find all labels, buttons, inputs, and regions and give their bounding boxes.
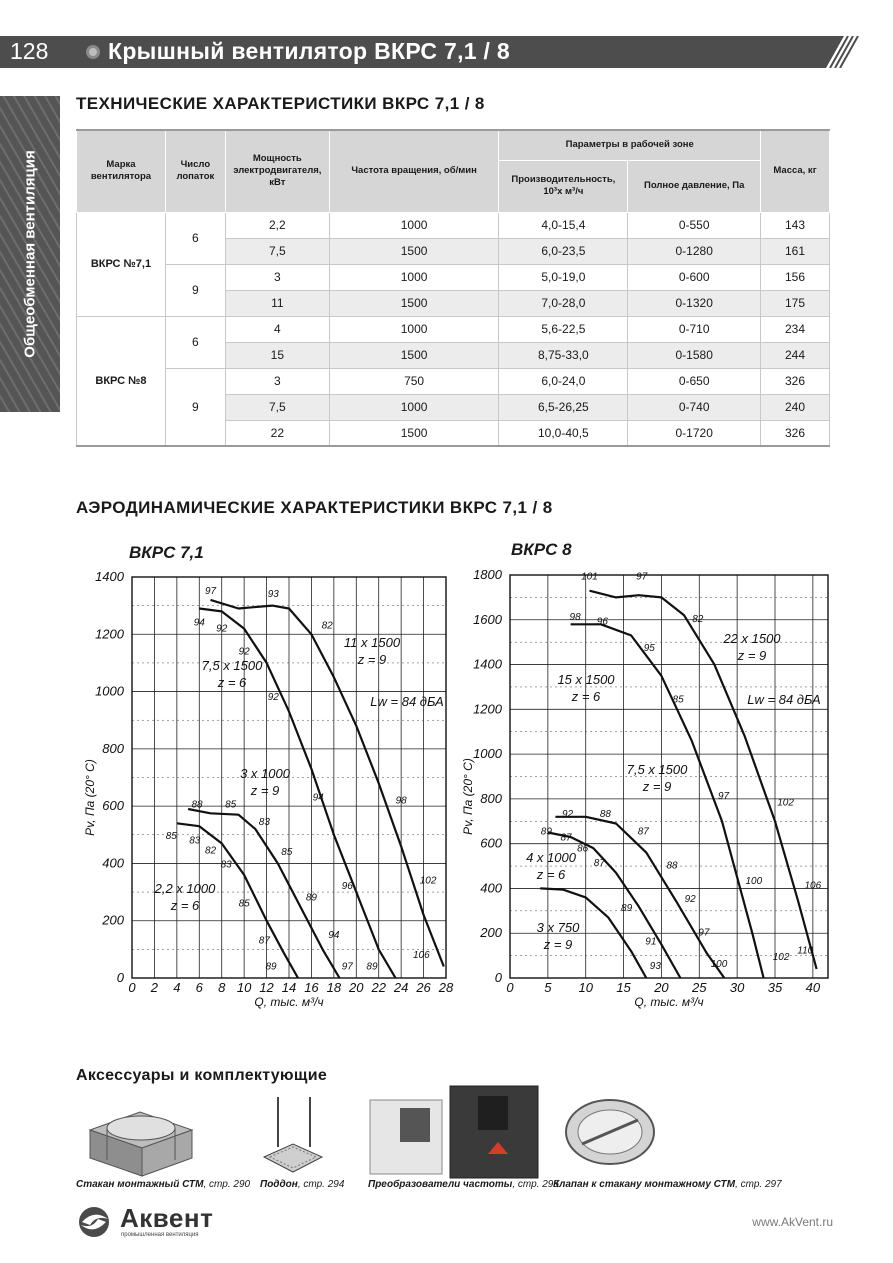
cell-flow: 10,0-40,5 (499, 420, 628, 446)
point-label: 89 (366, 961, 378, 973)
cell-flow: 6,5-26,25 (499, 394, 628, 420)
x-axis-label: Q, тыс. м³/ч (254, 995, 324, 1009)
cell-mass: 240 (761, 394, 830, 420)
sound-power-annotation: Lw = 84 дБА (747, 692, 821, 707)
cell-pressure: 0-1320 (628, 290, 761, 316)
logo-tagline: промышленная вентиляция (121, 1232, 199, 1238)
y-tick-label: 1600 (473, 611, 502, 627)
point-label: 87 (258, 935, 270, 947)
series-label: z = 9 (642, 779, 672, 794)
cell-power: 2,2 (225, 212, 329, 238)
x-tick-label: 0 (128, 980, 136, 995)
cell-pressure: 0-600 (628, 264, 761, 290)
x-tick-label: 8 (218, 980, 226, 995)
valve-image[interactable] (560, 1094, 660, 1170)
table-row (77, 368, 830, 394)
akvent-logo[interactable] (76, 1203, 214, 1244)
x-tick-label: 18 (326, 980, 342, 995)
x-tick-label: 14 (281, 980, 297, 995)
point-label: 93 (649, 961, 661, 973)
point-label: 102 (777, 797, 794, 809)
x-tick-label: 35 (767, 980, 783, 995)
point-label: 101 (581, 571, 598, 583)
point-label: 89 (621, 902, 633, 914)
y-tick-label: 200 (480, 925, 502, 941)
y-tick-label: 0 (116, 970, 124, 985)
cell-blades: 6 (165, 316, 225, 368)
x-tick-label: 16 (304, 980, 319, 995)
cell-power: 3 (225, 264, 329, 290)
point-label: 106 (412, 949, 430, 961)
cell-speed: 1000 (329, 264, 499, 290)
logo-mark-icon (76, 1205, 116, 1239)
point-label: 82 (692, 614, 704, 626)
sound-power-annotation: Lw = 84 дБА (370, 694, 444, 709)
cell-pressure: 0-710 (628, 316, 761, 342)
point-label: 96 (341, 881, 353, 893)
point-label: 85 (281, 846, 293, 858)
point-label: 85 (165, 831, 177, 843)
point-label: 82 (204, 845, 217, 857)
y-tick-label: 200 (102, 912, 124, 928)
cell-brand: ВКРС №7,1 (77, 212, 166, 316)
point-label: 97 (698, 927, 710, 939)
x-tick-label: 30 (729, 980, 745, 995)
series-label: 3 х 1000 (240, 766, 290, 781)
aero-section-title: АЭРОДИНАМИЧЕСКИЕ ХАРАКТЕРИСТИКИ ВКРС 7,1 / 8 (76, 498, 553, 517)
point-label: 91 (645, 936, 657, 948)
cell-power: 15 (225, 342, 329, 368)
point-label: 83 (189, 835, 201, 847)
cell-flow: 7,0-28,0 (499, 290, 628, 316)
point-label: 100 (710, 958, 728, 970)
point-label: 95 (643, 643, 655, 655)
point-label: 88 (599, 808, 611, 820)
header-speed: Частота вращения, об/мин (329, 130, 499, 212)
table-row (77, 264, 830, 290)
x-tick-label: 0 (506, 980, 514, 995)
table-row (77, 212, 830, 238)
y-axis-label: Pv, Па (20° C) (83, 759, 97, 836)
cell-pressure: 0-550 (628, 212, 761, 238)
y-tick-label: 600 (480, 835, 502, 851)
accessories-title: Аксессуары и комплектующие (76, 1067, 328, 1084)
y-tick-label: 1400 (95, 569, 124, 584)
x-tick-label: 10 (236, 980, 252, 995)
point-label: 87 (560, 832, 572, 844)
point-label: 89 (540, 826, 552, 838)
series-label: 2,2 х 1000 (154, 881, 216, 896)
tech-section-title: ТЕХНИЧЕСКИЕ ХАРАКТЕРИСТИКИ ВКРС 7,1 / 8 (76, 94, 485, 113)
side-tab-label: Общеобменная вентиляция (21, 150, 39, 358)
x-tick-label: 12 (259, 980, 274, 995)
cell-pressure: 0-740 (628, 394, 761, 420)
cell-power: 11 (225, 290, 329, 316)
x-tick-label: 5 (544, 980, 552, 995)
cell-blades: 9 (165, 264, 225, 316)
header-blades: Число лопаток (165, 130, 225, 212)
caption-tray[interactable]: Поддон, стр. 294 (260, 1179, 345, 1190)
cell-blades: 9 (165, 368, 225, 446)
y-tick-label: 1400 (473, 656, 502, 672)
cell-power: 3 (225, 368, 329, 394)
x-tick-label: 26 (416, 980, 431, 995)
x-tick-label: 10 (578, 980, 593, 995)
y-tick-label: 800 (102, 740, 124, 756)
caption-valve[interactable]: Клапан к стакану монтажному СТМ, стр. 297 (553, 1179, 782, 1190)
point-label: 97 (717, 790, 730, 802)
point-label: 92 (216, 623, 228, 635)
series-label: 15 х 1500 (557, 672, 615, 687)
point-label: 92 (684, 893, 696, 905)
mounting-cup-image[interactable] (80, 1090, 200, 1178)
y-tick-label: 1000 (473, 746, 502, 762)
cell-mass: 175 (761, 290, 830, 316)
series-label: 3 х 750 (536, 920, 580, 935)
cell-pressure: 0-1280 (628, 238, 761, 264)
cell-speed: 1500 (329, 420, 499, 446)
series-label: 7,5 х 1500 (626, 762, 688, 777)
point-label: 96 (596, 616, 608, 628)
point-label: 82 (321, 620, 333, 632)
cell-speed: 1500 (329, 342, 499, 368)
point-label: 102 (772, 952, 790, 964)
cell-pressure: 0-650 (628, 368, 761, 394)
series-label: z = 6 (170, 898, 200, 913)
cell-mass: 156 (761, 264, 830, 290)
stripes-decoration (800, 36, 893, 68)
cell-power: 7,5 (225, 238, 329, 264)
cell-speed: 1000 (329, 212, 499, 238)
x-tick-label: 40 (805, 980, 821, 995)
caption-mounting-cup[interactable]: Стакан монтажный СТМ, стр. 290 (76, 1179, 251, 1190)
cell-flow: 5,6-22,5 (499, 316, 628, 342)
chart-vkrs8 (455, 560, 840, 1020)
series-label: 4 х 1000 (526, 850, 576, 865)
point-label: 86 (577, 843, 589, 855)
point-label: 94 (328, 929, 340, 941)
y-tick-label: 800 (480, 790, 502, 806)
series-label: z = 9 (250, 783, 280, 798)
cell-speed: 1500 (329, 290, 499, 316)
cell-mass: 143 (761, 212, 830, 238)
cell-power: 22 (225, 420, 329, 446)
series-label: 22 х 1500 (723, 631, 781, 646)
cell-blades: 6 (165, 212, 225, 264)
x-tick-label: 15 (616, 980, 631, 995)
page-number: 128 (10, 38, 49, 64)
cell-flow: 8,75-33,0 (499, 342, 628, 368)
x-tick-label: 20 (349, 980, 364, 995)
fan-bullet-icon (86, 45, 100, 59)
point-label: 97 (636, 571, 648, 583)
chart-title-vkrs71: ВКРС 7,1 (129, 543, 204, 562)
x-tick-label: 28 (438, 980, 454, 995)
cell-mass: 326 (761, 420, 830, 446)
y-tick-label: 1200 (473, 701, 502, 717)
point-label: 85 (225, 799, 237, 811)
point-label: 106 (804, 880, 822, 892)
point-label: 92 (238, 646, 250, 658)
y-tick-label: 1200 (95, 626, 124, 642)
point-label: 98 (569, 611, 581, 623)
y-tick-label: 1800 (473, 567, 502, 582)
series-label: z = 6 (536, 867, 566, 882)
cell-mass: 161 (761, 238, 830, 264)
header-pressure: Полное давление, Па (628, 160, 761, 212)
cell-speed: 750 (329, 368, 499, 394)
frequency-converters-image[interactable] (366, 1084, 546, 1180)
series-label: z = 9 (357, 652, 387, 667)
logo-name: Аквент (120, 1203, 214, 1233)
point-label: 98 (395, 795, 407, 807)
spec-table (76, 129, 830, 447)
y-tick-label: 600 (102, 798, 124, 814)
point-label: 93 (267, 589, 279, 601)
point-label: 83 (220, 859, 232, 871)
chart-title-vkrs8: ВКРС 8 (511, 540, 572, 559)
cell-flow: 5,0-19,0 (499, 264, 628, 290)
point-label: 97 (341, 961, 353, 973)
cell-flow: 6,0-24,0 (499, 368, 628, 394)
point-label: 89 (305, 892, 317, 904)
header-work-zone: Параметры в рабочей зоне (499, 130, 761, 160)
x-tick-label: 4 (173, 980, 181, 995)
cell-speed: 1000 (329, 394, 499, 420)
cell-pressure: 0-1720 (628, 420, 761, 446)
cell-mass: 244 (761, 342, 830, 368)
point-label: 85 (672, 694, 684, 706)
cell-flow: 4,0-15,4 (499, 212, 628, 238)
cell-flow: 6,0-23,5 (499, 238, 628, 264)
point-label: 87 (593, 858, 605, 870)
series-label: 11 х 1500 (343, 635, 401, 650)
x-tick-label: 2 (150, 980, 159, 995)
x-tick-label: 22 (371, 980, 386, 995)
x-tick-label: 25 (692, 980, 707, 995)
series-label: z = 6 (217, 675, 247, 690)
point-label: 92 (267, 692, 279, 704)
point-label: 88 (666, 860, 678, 872)
point-label: 94 (312, 792, 324, 804)
point-label: 97 (204, 586, 217, 598)
point-label: 92 (561, 808, 574, 820)
table-row (77, 316, 830, 342)
header-mass: Масса, кг (761, 130, 830, 212)
cell-mass: 326 (761, 368, 830, 394)
cell-brand: ВКРС №8 (77, 316, 166, 446)
point-label: 94 (193, 617, 205, 629)
point-label: 89 (265, 961, 277, 973)
page-title: Крышный вентилятор ВКРС 7,1 / 8 (108, 38, 511, 64)
tray-image[interactable] (258, 1092, 328, 1178)
point-label: 110 (797, 945, 814, 957)
y-axis-label: Pv, Па (20° C) (461, 758, 475, 835)
point-label: 87 (637, 826, 649, 838)
series-label: z = 9 (737, 648, 767, 663)
series-label: z = 6 (571, 689, 601, 704)
cell-power: 4 (225, 316, 329, 342)
cell-mass: 234 (761, 316, 830, 342)
y-tick-label: 400 (102, 855, 124, 871)
y-tick-label: 0 (494, 970, 502, 985)
point-label: 102 (419, 875, 437, 887)
chart-vkrs71 (70, 560, 455, 1020)
cell-pressure: 0-1580 (628, 342, 761, 368)
caption-converters[interactable]: Преобразователи частоты, стр. 295 (368, 1179, 559, 1190)
point-label: 85 (238, 898, 250, 910)
side-section-tab (0, 96, 60, 412)
x-tick-label: 24 (393, 980, 409, 995)
cell-power: 7,5 (225, 394, 329, 420)
x-tick-label: 20 (654, 980, 669, 995)
page-header (0, 36, 893, 68)
series-label: 7,5 х 1500 (201, 658, 263, 673)
y-tick-label: 400 (480, 880, 502, 896)
x-axis-label: Q, тыс. м³/ч (634, 995, 704, 1009)
point-label: 83 (258, 816, 270, 828)
y-tick-label: 1000 (95, 683, 124, 699)
x-tick-label: 6 (195, 980, 203, 995)
series-label: z = 9 (543, 937, 573, 952)
header-brand: Марка вентилятора (77, 130, 166, 212)
website-link[interactable]: www.AkVent.ru (752, 1215, 833, 1229)
header-power: Мощность электродвигателя, кВт (225, 130, 329, 212)
cell-speed: 1500 (329, 238, 499, 264)
point-label: 100 (745, 875, 763, 887)
header-flow: Производительность, 10³х м³/ч (499, 160, 628, 212)
spec-table-body (77, 212, 830, 446)
point-label: 88 (191, 799, 203, 811)
cell-speed: 1000 (329, 316, 499, 342)
